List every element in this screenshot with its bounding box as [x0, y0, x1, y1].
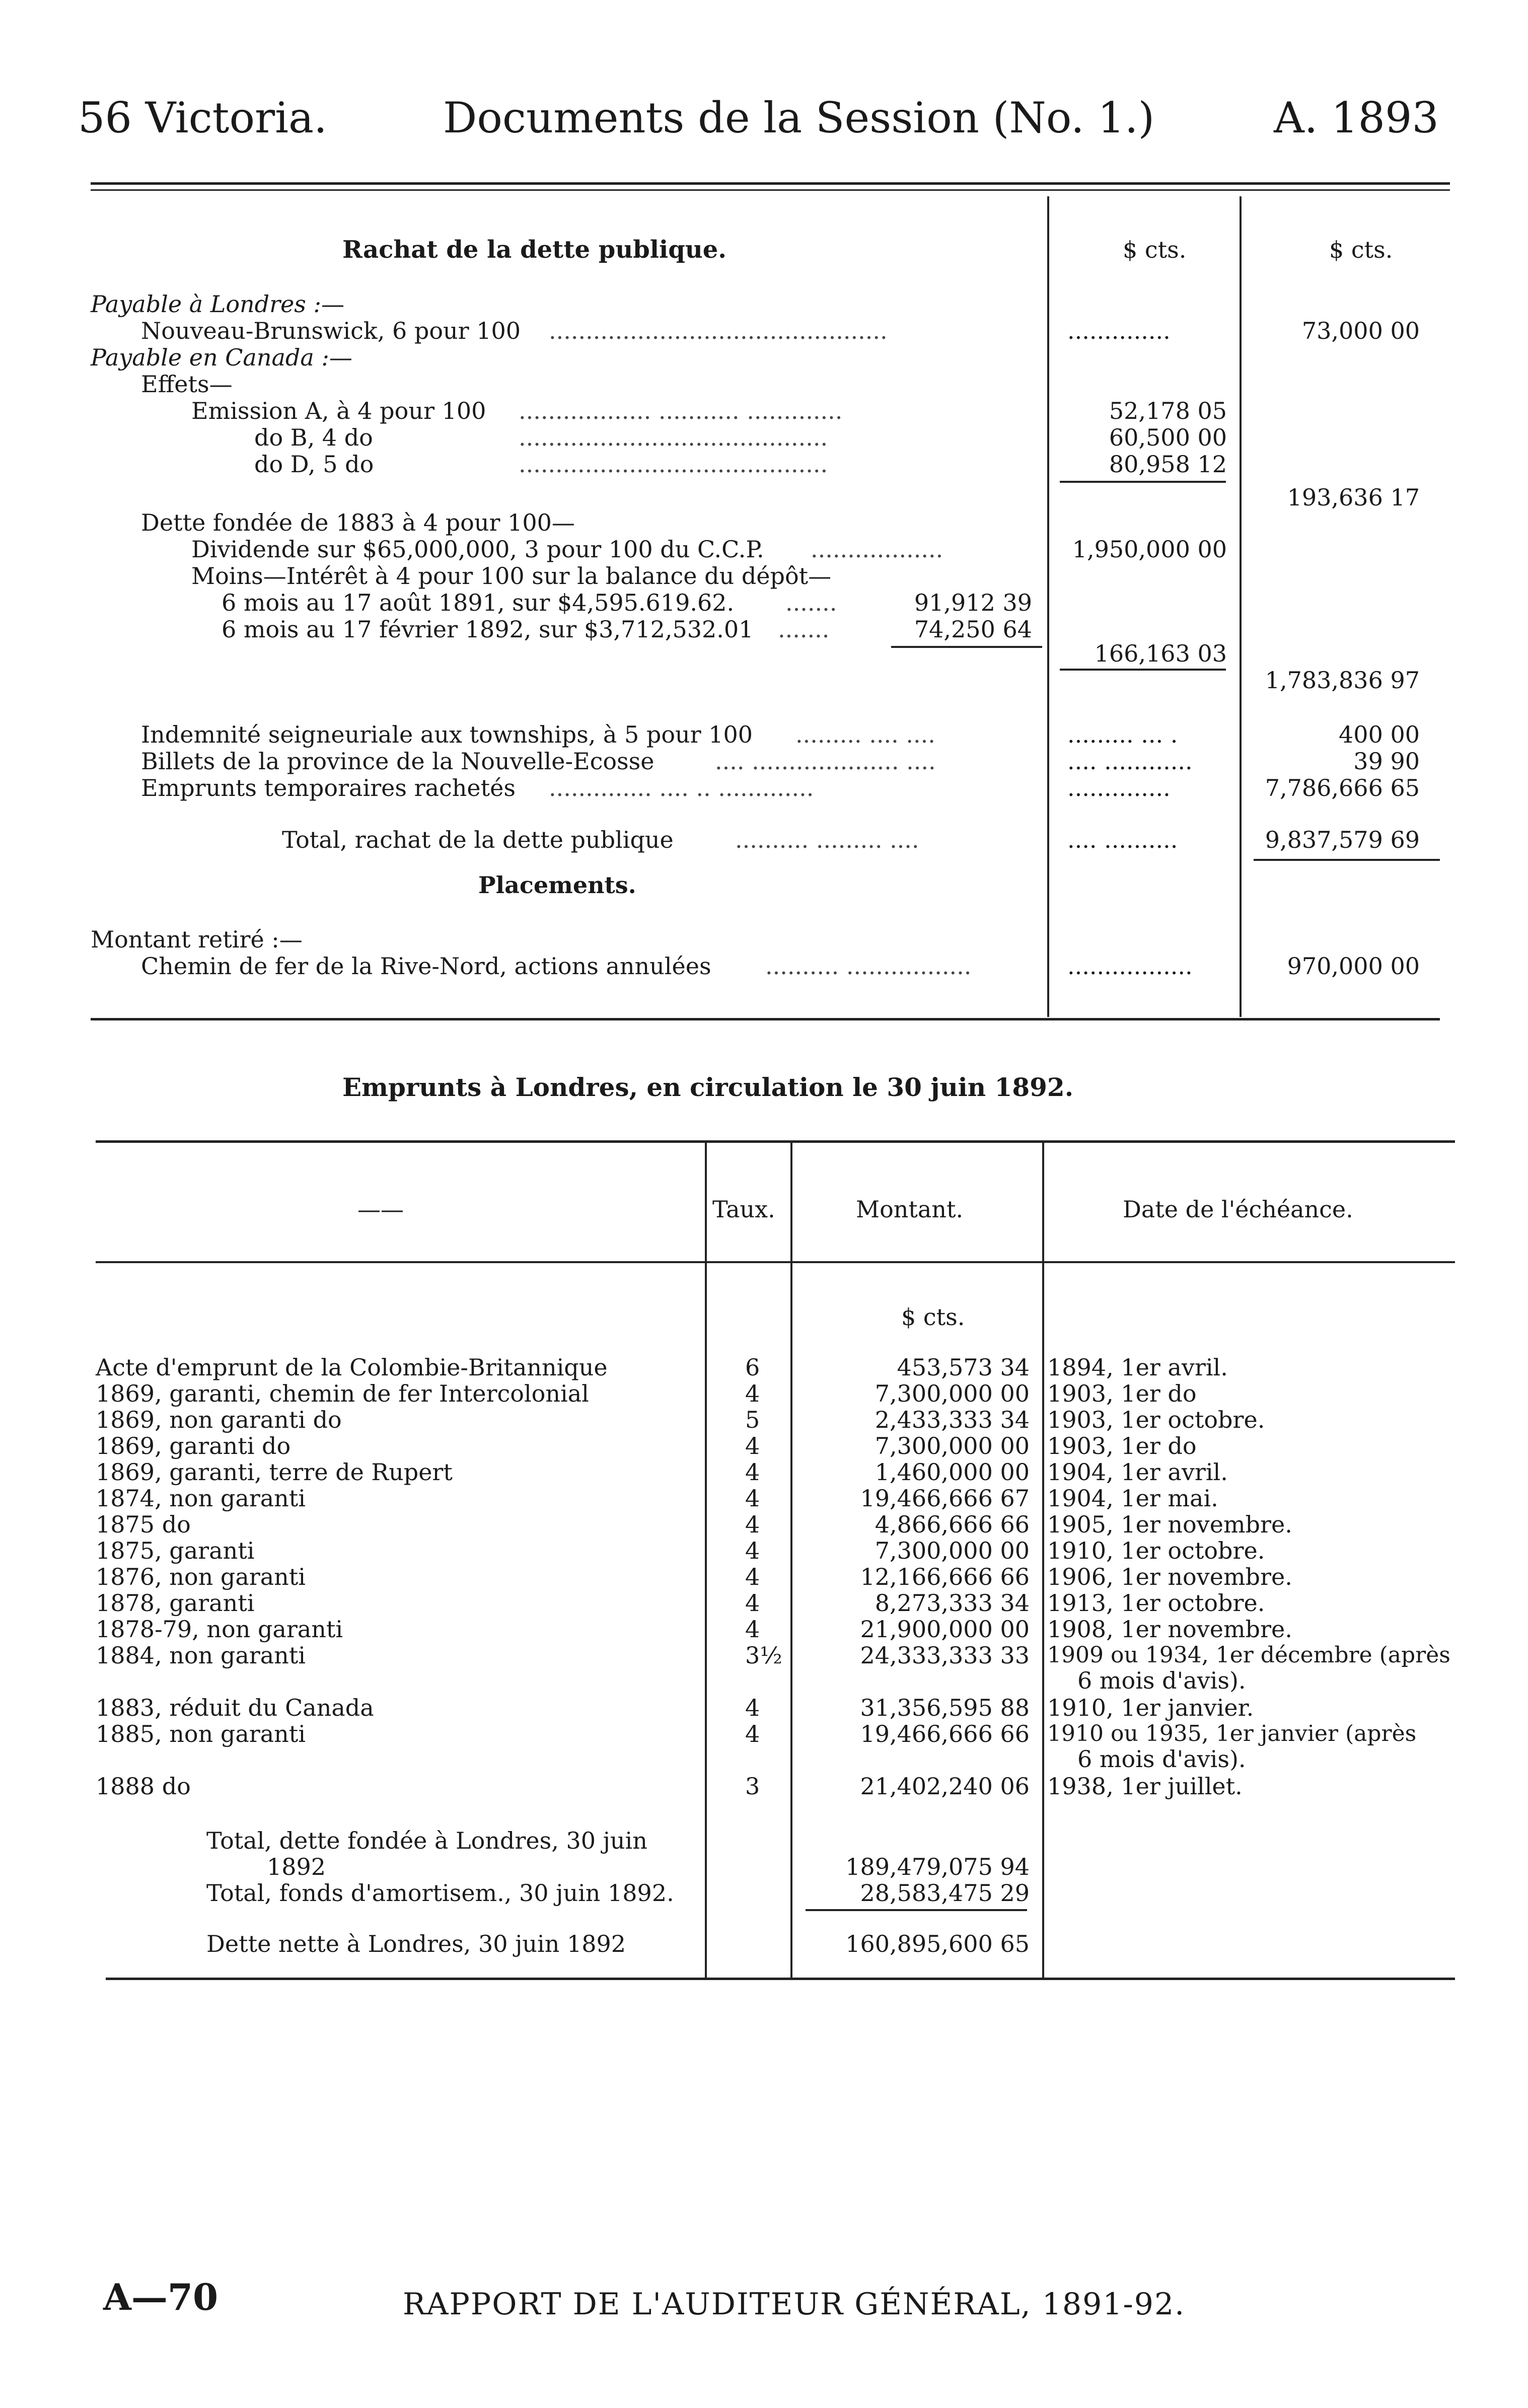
total-row-desc-cont: 1892 — [267, 1853, 326, 1880]
rachat-row-label: Emprunts temporaires rachetés — [141, 774, 516, 801]
leader-dots: ......... ... . — [1067, 721, 1178, 748]
rachat-row-label: 6 mois au 17 février 1892, sur $3,712,532.01 — [222, 616, 754, 643]
rachat-row-label: Indemnité seigneuriale aux townships, à 5 pour 100 — [141, 721, 753, 748]
rachat-total-value: 9,837,579 69 — [1265, 826, 1420, 853]
leader-dots: .......................................... — [519, 424, 828, 451]
leader-dots: .... .......... — [1067, 826, 1178, 853]
leader-dots: .......... ................. — [765, 953, 972, 980]
emprunts-bottom-rule — [106, 1978, 1455, 1980]
loan-row-date: 1904, 1er mai. — [1047, 1485, 1218, 1512]
loan-row-montant: 8,273,333 34 — [875, 1589, 1030, 1617]
leader-dots: .......... ......... .... — [735, 826, 919, 853]
rachat-row-label: Billets de la province de la Nouvelle-Ecosse — [141, 748, 654, 775]
loan-row-taux: 4 — [745, 1694, 760, 1721]
loan-row-taux: 4 — [745, 1458, 760, 1486]
leader-dots: .............. — [1067, 317, 1171, 344]
loan-row-desc: 1875 do — [96, 1511, 191, 1538]
loan-row-montant: 12,166,666 66 — [860, 1563, 1030, 1590]
loan-row-montant: 21,402,240 06 — [860, 1773, 1030, 1800]
rachat-row-c1: 52,178 05 — [1109, 397, 1227, 424]
net-row-desc: Dette nette à Londres, 30 juin 1892 — [206, 1930, 626, 1957]
leader-dots: ......... .... .... — [795, 721, 935, 748]
loan-row-taux: 6 — [745, 1354, 760, 1381]
loan-row-date: 1903, 1er do — [1047, 1432, 1197, 1460]
loan-row-montant: 453,573 34 — [897, 1354, 1030, 1381]
header-session-year: 56 Victoria. — [78, 93, 327, 142]
loan-row-date: 1909 ou 1934, 1er décembre (après — [1047, 1642, 1450, 1668]
leader-dots: ................. — [1067, 953, 1193, 980]
emprunts-top-rule — [96, 1140, 1455, 1143]
loan-row-montant: 21,900,000 00 — [860, 1616, 1030, 1643]
emprunts-col-rule-3 — [1042, 1143, 1044, 1979]
loan-row-montant: 4,866,666 66 — [875, 1511, 1030, 1538]
total-row-montant: 28,583,475 29 — [860, 1879, 1030, 1907]
placements-row-label: Montant retiré :— — [91, 926, 303, 953]
loan-row-desc: 1884, non garanti — [96, 1642, 306, 1669]
loan-row-desc: 1885, non garanti — [96, 1720, 306, 1747]
rachat-row-c2: 1,783,836 97 — [1265, 667, 1420, 694]
emprunts-col-rule-1 — [705, 1143, 707, 1979]
emprunts-col-rule-2 — [790, 1143, 792, 1979]
loan-row-desc: 1876, non garanti — [96, 1563, 306, 1590]
rachat-row-sub: 91,912 39 — [914, 589, 1032, 616]
loan-row-date: 1910 ou 1935, 1er janvier (après — [1047, 1721, 1417, 1746]
rachat-row-c1: 1,950,000 00 — [1072, 536, 1227, 563]
rachat-row-c2: 73,000 00 — [1301, 317, 1420, 344]
header-page-code: A. 1893 — [1274, 93, 1439, 142]
rachat-row-label: Dividende sur $65,000,000, 3 pour 100 du C.C.P. — [191, 536, 764, 563]
leader-dots: .............. .... .. ............. — [549, 774, 814, 801]
loan-row-taux: 3 — [745, 1773, 760, 1800]
placements-title: Placements. — [478, 871, 636, 899]
loan-row-taux: 4 — [745, 1589, 760, 1617]
net-row-montant: 160,895,600 65 — [845, 1930, 1030, 1957]
loan-row-montant: 1,460,000 00 — [875, 1458, 1030, 1486]
header-document-title: Documents de la Session (No. 1.) — [443, 93, 1155, 142]
loan-row-date-cont: 6 mois d'avis). — [1077, 1745, 1246, 1773]
rachat-row-c2: 7,786,666 65 — [1265, 774, 1420, 801]
footer-page-number: A—70 — [103, 2276, 219, 2318]
leader-dots: .............................................. — [549, 317, 888, 344]
rachat-row-label: Emission A, à 4 pour 100 — [191, 397, 486, 424]
loan-row-desc: 1883, réduit du Canada — [96, 1694, 374, 1721]
header-taux: Taux. — [712, 1196, 775, 1223]
leader-dots: .................. — [811, 536, 943, 563]
loan-row-taux: 4 — [745, 1616, 760, 1643]
rachat-row-label: Moins—Intérêt à 4 pour 100 sur la balance du dépôt— — [191, 562, 832, 590]
rachat-row-label: do B, 4 do — [254, 424, 373, 451]
loan-row-desc: 1869, non garanti do — [96, 1406, 342, 1433]
loan-row-desc: 1869, garanti, chemin de fer Intercolonial — [96, 1380, 589, 1407]
loan-row-taux: 4 — [745, 1511, 760, 1538]
rachat-total-label: Total, rachat de la dette publique — [282, 826, 674, 853]
loan-row-montant: 2,433,333 34 — [875, 1406, 1030, 1433]
loan-row-date: 1903, 1er octobre. — [1047, 1406, 1265, 1433]
rachat-row-label: Nouveau-Brunswick, 6 pour 100 — [141, 317, 521, 344]
loan-row-taux: 4 — [745, 1485, 760, 1512]
rachat-row-c2: 193,636 17 — [1287, 484, 1420, 511]
header-montant: Montant. — [856, 1196, 964, 1223]
leader-dots: ....... — [785, 589, 837, 616]
loan-row-date: 1938, 1er juillet. — [1047, 1773, 1243, 1800]
loan-row-date: 1910, 1er octobre. — [1047, 1537, 1265, 1564]
leader-dots: .................. ........... ............. — [519, 397, 843, 424]
loan-row-desc: 1874, non garanti — [96, 1485, 306, 1512]
rachat-row-label: 6 mois au 17 août 1891, sur $4,595.619.62. — [222, 589, 735, 616]
loan-row-montant: 31,356,595 88 — [860, 1694, 1030, 1721]
loan-row-montant: 7,300,000 00 — [875, 1380, 1030, 1407]
rachat-row-label: do D, 5 do — [254, 451, 374, 478]
rachat-row-label: Payable à Londres :— — [91, 290, 345, 318]
loan-row-montant: 24,333,333 33 — [860, 1642, 1030, 1669]
subtotal-rule — [806, 1909, 1027, 1911]
rachat-row-label: Payable en Canada :— — [91, 344, 352, 371]
loan-row-taux: 4 — [745, 1432, 760, 1460]
loan-row-taux: 3½ — [745, 1642, 782, 1669]
loan-row-montant: 19,466,666 67 — [860, 1485, 1030, 1512]
loan-row-date: 1908, 1er novembre. — [1047, 1616, 1292, 1643]
emprunts-title: Emprunts à Londres, en circulation le 30 juin 1892. — [342, 1072, 1074, 1102]
loan-row-taux: 4 — [745, 1537, 760, 1564]
loan-row-desc: 1869, garanti, terre de Rupert — [96, 1458, 453, 1486]
loan-row-montant: 7,300,000 00 — [875, 1537, 1030, 1564]
loan-row-desc: 1878, garanti — [96, 1589, 255, 1617]
loan-row-taux: 5 — [745, 1406, 760, 1433]
header-date: Date de l'échéance. — [1123, 1196, 1353, 1223]
rachat-row-c2: 39 90 — [1353, 748, 1420, 775]
leader-dots: .... .................... .... — [715, 748, 936, 775]
loan-row-desc: 1869, garanti do — [96, 1432, 291, 1460]
loan-row-desc: 1888 do — [96, 1773, 191, 1800]
loan-row-taux: 4 — [745, 1380, 760, 1407]
rachat-row-label: Dette fondée de 1883 à 4 pour 100— — [141, 509, 575, 536]
loan-row-date: 1905, 1er novembre. — [1047, 1511, 1292, 1538]
rachat-col1-header: $ cts. — [1123, 236, 1187, 263]
total-row-desc: Total, dette fondée à Londres, 30 juin — [206, 1827, 647, 1854]
loan-row-date: 1906, 1er novembre. — [1047, 1563, 1292, 1590]
total-row-montant: 189,479,075 94 — [845, 1853, 1030, 1880]
footer-report-title: RAPPORT DE L'AUDITEUR GÉNÉRAL, 1891-92. — [403, 2287, 1186, 2322]
leader-dots: .... ............ — [1067, 748, 1193, 775]
rachat-col2-header: $ cts. — [1329, 236, 1393, 263]
leader-dots: ....... — [778, 616, 830, 643]
leader-dots: .......................................... — [519, 451, 828, 478]
loan-row-taux: 4 — [745, 1720, 760, 1747]
placements-row-value: 970,000 00 — [1287, 953, 1420, 980]
rachat-row-c1: 80,958 12 — [1109, 451, 1227, 478]
rachat-row-sub: 74,250 64 — [914, 616, 1032, 643]
montant-unit: $ cts. — [901, 1303, 965, 1331]
rachat-row-label: Effets— — [141, 371, 233, 398]
loan-row-desc: Acte d'emprunt de la Colombie-Britannique — [96, 1354, 608, 1381]
loan-row-desc: 1878-79, non garanti — [96, 1616, 343, 1643]
leader-dots: .............. — [1067, 774, 1171, 801]
total-row-desc: Total, fonds d'amortisem., 30 juin 1892. — [206, 1879, 674, 1907]
placements-row-label: Chemin de fer de la Rive-Nord, actions annulées — [141, 953, 711, 980]
rachat-row-c2: 400 00 — [1339, 721, 1420, 748]
rachat-row-c1: 60,500 00 — [1109, 424, 1227, 451]
loan-row-date: 1894, 1er avril. — [1047, 1354, 1228, 1381]
header-rule — [96, 1261, 1455, 1263]
loan-row-date: 1910, 1er janvier. — [1047, 1694, 1254, 1721]
rachat-title: Rachat de la dette publique. — [342, 236, 726, 264]
header-desc: —— — [357, 1196, 404, 1223]
loan-row-taux: 4 — [745, 1563, 760, 1590]
loan-row-montant: 7,300,000 00 — [875, 1432, 1030, 1460]
loan-row-date: 1903, 1er do — [1047, 1380, 1197, 1407]
loan-row-date: 1904, 1er avril. — [1047, 1458, 1228, 1486]
loan-row-date: 1913, 1er octobre. — [1047, 1589, 1265, 1617]
loan-row-date-cont: 6 mois d'avis). — [1077, 1667, 1246, 1694]
loan-row-desc: 1875, garanti — [96, 1537, 255, 1564]
rachat-row-c1: 166,163 03 — [1094, 640, 1227, 667]
loan-row-montant: 19,466,666 66 — [860, 1720, 1030, 1747]
